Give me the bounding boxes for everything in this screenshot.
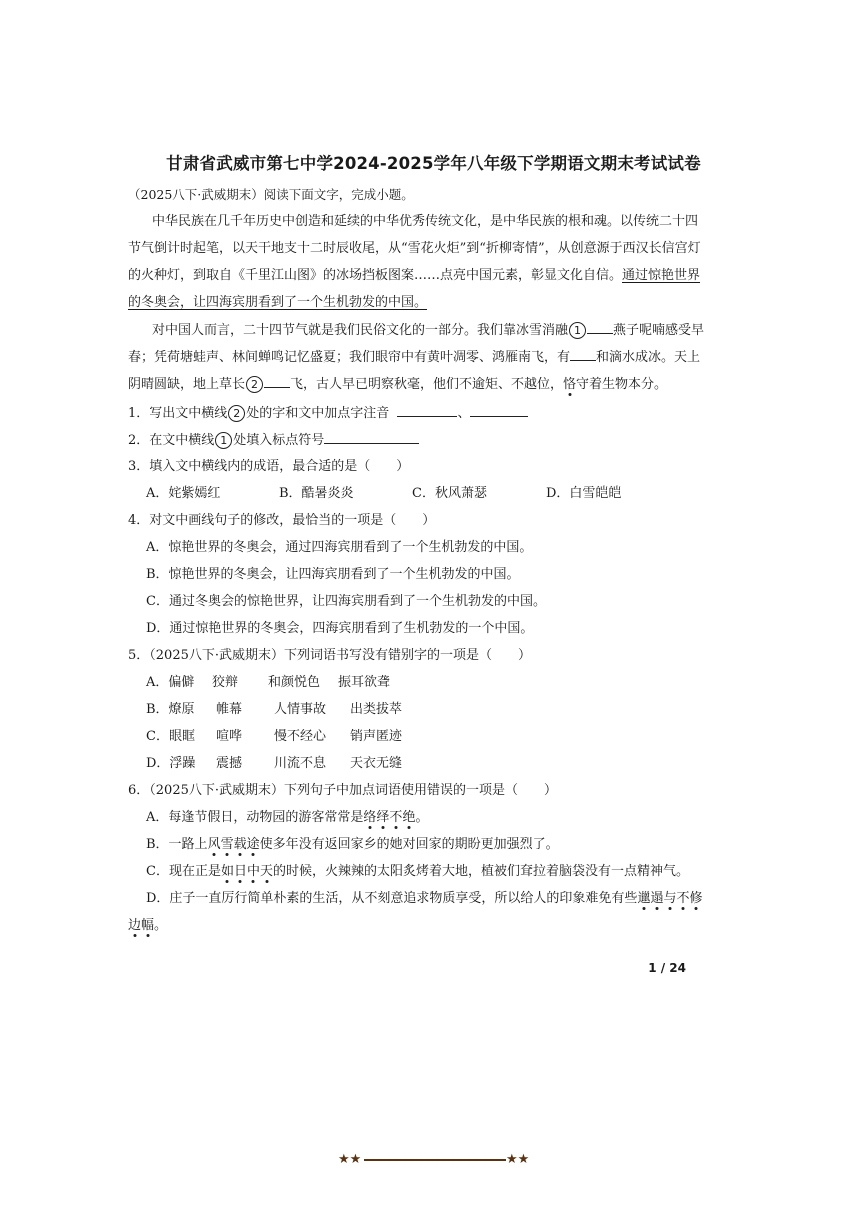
word: C．眼眶 [146,729,195,744]
underlined-sentence: 的冬奥会，让四海宾朋看到了一个生机勃发的中国。 [128,295,428,310]
option-d: D．通过惊艳世界的冬奥会，四海宾朋看到了生机勃发的一个中国。 [146,621,534,636]
word: 震撼 [216,756,243,771]
option-d-continued [128,917,167,935]
dotted-phrase [363,810,415,825]
option-d: D．白雪皑皑 [546,486,622,501]
instruction-line: （2025八下·武威期末）阅读下面文字，完成小题。 [128,187,414,202]
footer-rule [364,1159,506,1161]
answer-blank [324,431,419,444]
word: A．偏僻 [146,675,195,690]
separator: 、 [457,406,471,421]
option-d [146,890,703,908]
word: 帷幕 [216,702,243,717]
question-text: 处填入标点符号 [233,433,325,448]
passage-text: 春；凭荷塘蛙声、林间蝉鸣记忆盛夏；我们眼帘中有黄叶凋零、鸿雁南飞，有 [128,350,571,365]
underlined-sentence: 通过惊艳世界 [622,268,701,283]
fill-blank [587,321,613,334]
passage-text: 飞，古人早已明察秋毫，他们不逾矩、不越位， [290,377,564,392]
answer-blank [470,404,528,417]
word: 川流不息 [274,756,327,771]
option-a [146,674,390,692]
page-title: 甘肃省武威市第七中学2024-2025学年八年级下学期语文期末考试试卷 [166,154,701,173]
dotted-char: 雪 [220,837,234,852]
dotted-char: 与 [663,891,677,906]
option-b: B．惊艳世界的冬奥会，让四海宾朋看到了一个生机勃发的中国。 [146,567,520,582]
passage-line [128,267,700,285]
option-c [146,728,402,746]
dotted-char: 绝 [402,810,416,825]
word: 人情事故 [274,702,327,717]
option-b [146,701,402,719]
option-text: 使多年没有返回家乡的她对回家的期盼更加强烈了。 [259,837,559,852]
option-text: B．一路上 [146,837,208,852]
question-3-options [146,485,621,503]
word: B．燎原 [146,702,195,717]
dotted-char: 日 [233,864,247,879]
dotted-char: 天 [260,864,274,879]
fill-blank [264,375,290,388]
dotted-char: 风 [207,837,221,852]
passage-text: 对中国人而言，二十四节气就是我们民俗文化的一部分。我们靠冰雪消融 [152,323,569,338]
dotted-char: 不 [389,810,403,825]
word: 出类拔萃 [350,702,403,717]
word: 天衣无缝 [350,756,403,771]
dotted-char: 修 [689,891,703,906]
dotted-char: 载 [233,837,247,852]
option-text: C．现在正是 [146,864,221,879]
dotted-char: 边 [128,918,142,933]
footer-ornament [338,1150,532,1170]
passage-line [152,321,704,340]
dotted-char: 幅 [141,918,155,933]
dotted-char: 邋 [637,891,651,906]
answer-blank [397,404,457,417]
dotted-char: 恪 [563,377,577,392]
word: 和颜悦色 [268,675,321,690]
option-text: 。 [154,918,168,933]
passage-line [128,294,427,312]
word: 慢不经心 [274,729,327,744]
question-2 [128,431,419,450]
passage-text: 守着生物本分。 [576,377,668,392]
dotted-phrase [208,837,260,852]
dotted-phrase [637,891,702,906]
star-icon: ★★ [338,1152,362,1167]
question-5-stem: 5．（2025八下·武威期末）下列词语书写没有错别字的一项是（ ） [128,648,531,663]
passage-line [128,348,700,367]
option-a [146,809,428,827]
question-1 [128,404,528,423]
passage-line: 节气倒计时起笔，以天干地支十二时辰收尾，从“雪花火炬”到“折柳寄情”，从创意源于西汉长信宫灯 [128,241,701,256]
dotted-phrase [221,864,273,879]
dotted-char: 绎 [376,810,390,825]
blank-marker-1: 1 [569,322,586,339]
option-text: 的时候，火辣辣的太阳炙烤着大地，植被们耷拉着脑袋没有一点精神气。 [273,864,690,879]
option-b [146,836,559,854]
word: 振耳欲聋 [338,675,391,690]
option-b: B．酷暑炎炎 [279,486,354,501]
dotted-char: 遢 [650,891,664,906]
dotted-char: 中 [246,864,260,879]
dotted-char: 如 [220,864,234,879]
fill-blank [570,348,596,361]
page-number: 1 / 24 [648,961,686,975]
dotted-char: 络 [363,810,377,825]
dotted-char: 不 [676,891,690,906]
dotted-char: 途 [246,837,260,852]
blank-marker-2: 2 [228,405,245,422]
word: D．浮躁 [146,756,196,771]
passage-text: 阴晴圆缺，地上草长 [128,377,246,392]
passage-line [128,375,667,394]
word: 狡辩 [212,675,239,690]
option-d [146,755,402,773]
dotted-phrase [128,918,154,933]
question-6-stem: 6．（2025八下·武威期末）下列句子中加点词语使用错误的一项是（ ） [128,783,557,798]
passage-text: 的火种灯，到取自《千里江山图》的冰场挡板图案……点亮中国元素，彰显文化自信。 [128,268,623,283]
option-c: C．秋风萧瑟 [412,486,487,501]
question-text: 处的字和文中加点字注音 [246,406,390,421]
word: 销声匿迹 [350,729,403,744]
question-4-stem: 4．对文中画线句子的修改，最恰当的一项是（ ） [128,513,436,528]
question-text: 2．在文中横线 [128,433,215,448]
passage-text: 燕子呢喃感受早 [613,323,705,338]
question-3-stem: 3．填入文中横线内的成语，最合适的是（ ） [128,459,410,474]
word: 喧哗 [216,729,243,744]
option-text: D．庄子一直厉行简单朴素的生活，从不刻意追求物质享受，所以给人的印象难免有些 [146,891,638,906]
option-a: A．姹紫嫣红 [146,486,221,501]
passage-text: 和滴水成冰。天上 [596,350,701,365]
star-icon: ★★ [506,1152,530,1167]
option-text: A．每逢节假日，动物园的游客常常是 [146,810,364,825]
option-c [146,863,689,881]
blank-marker-1: 1 [215,432,232,449]
question-text: 1．写出文中横线 [128,406,228,421]
blank-marker-2: 2 [246,376,263,393]
option-text: 。 [415,810,429,825]
option-c: C．通过冬奥会的惊艳世界，让四海宾朋看到了一个生机勃发的中国。 [146,594,546,609]
option-a: A．惊艳世界的冬奥会，通过四海宾朋看到了一个生机勃发的中国。 [146,540,533,555]
passage-line: 中华民族在几千年历史中创造和延续的中华优秀传统文化，是中华民族的根和魂。以传统二十四 [152,214,699,229]
